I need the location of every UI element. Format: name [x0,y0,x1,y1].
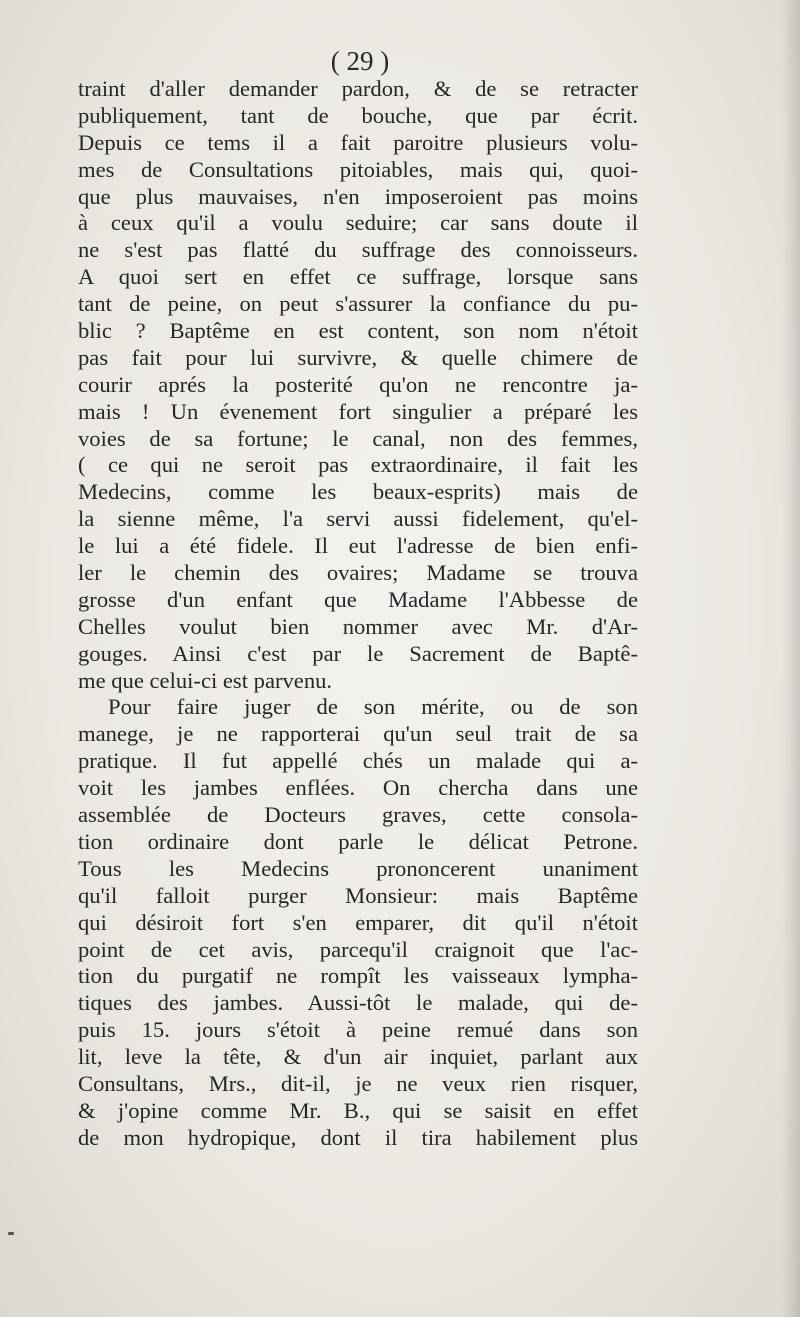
text-line: publiquement, tant de bouche, que par écrit. [78,102,638,128]
text-line: tiques des jambes. Aussi-tôt le malade, qui de- [78,990,638,1016]
text-line: voit les jambes enflées. On chercha dans une [78,775,638,801]
paragraph-end-line: me que celui-ci est parvenu. [78,667,333,693]
text-line: Medecins, comme les beaux-esprits) mais de [78,479,638,505]
text-line: ne s'est pas flatté du suffrage des connoisseurs. [78,237,638,263]
text-line: mais ! Un évenement fort singulier a préparé les [78,398,638,424]
page-edge-shadow [782,0,800,1317]
text-line: puis 15. jours s'étoit à peine remué dans son [78,1017,638,1043]
text-line: tant de peine, on peut s'assurer la confiance du pu- [78,291,638,317]
text-line: la sienne même, l'a servi aussi fidelement, qu'el- [78,506,638,532]
text-line: qui désiroit fort s'en emparer, dit qu'il n'étoit [78,909,638,935]
text-line: point de cet avis, parcequ'il craignoit que l'ac- [78,936,638,962]
page-number: ( 29 ) [330,46,390,76]
text-line: blic ? Baptême en est content, son nom n'étoit [78,318,638,344]
text-line: A quoi sert en effet ce suffrage, lorsque sans [78,264,638,290]
text-line: que plus mauvaises, n'en imposeroient pas moins [78,183,638,209]
text-line: courir aprés la posterité qu'on ne rencontre ja- [78,371,638,397]
text-line: assemblée de Docteurs graves, cette consola- [78,802,638,828]
text-line: grosse d'un enfant que Madame l'Abbesse de [78,586,638,612]
text-line: qu'il falloit purger Monsieur: mais Baptême [78,882,638,908]
margin-ink-mark [8,1232,14,1235]
text-line: tion ordinaire dont parle le délicat Petrone. [78,828,638,854]
text-line: Tous les Medecins prononcerent unaniment [78,855,638,881]
text-line: Consultans, Mrs., dit-il, je ne veux rien risquer, [78,1070,638,1096]
text-line: le lui a été fidele. Il eut l'adresse de bien enfi- [78,533,638,559]
text-line: gouges. Ainsi c'est par le Sacrement de Baptê- [78,640,638,666]
text-line: mes de Consultations pitoiables, mais qui, quoi- [78,156,638,182]
text-line: ( ce qui ne seroit pas extraordinaire, il fait les [78,452,638,478]
paragraph-start-line: Pour faire juger de son mérite, ou de son [108,694,638,720]
text-line: lit, leve la tête, & d'un air inquiet, parlant aux [78,1044,638,1070]
text-line: pratique. Il fut appellé chés un malade qui a- [78,748,638,774]
text-line: manege, je ne rapporterai qu'un seul trait de sa [78,721,638,747]
text-line: pas fait pour lui survivre, & quelle chimere de [78,344,638,370]
text-line: tion du purgatif ne rompît les vaisseaux lympha- [78,963,638,989]
text-line: traint d'aller demander pardon, & de se retracter [78,76,638,101]
text-line: à ceux qu'il a voulu seduire; car sans doute il [78,210,638,236]
text-line: Depuis ce tems il a fait paroitre plusieurs volu- [78,129,638,155]
text-line: ler le chemin des ovaires; Madame se trouva [78,560,638,586]
body-text [78,76,638,1152]
text-line: & j'opine comme Mr. B., qui se saisit en effet [78,1097,638,1123]
text-line: voies de sa fortune; le canal, non des femmes, [78,425,638,451]
text-line: de mon hydropique, dont il tira habilement plus [78,1124,638,1150]
text-line: Chelles voulut bien nommer avec Mr. d'Ar- [78,613,638,639]
